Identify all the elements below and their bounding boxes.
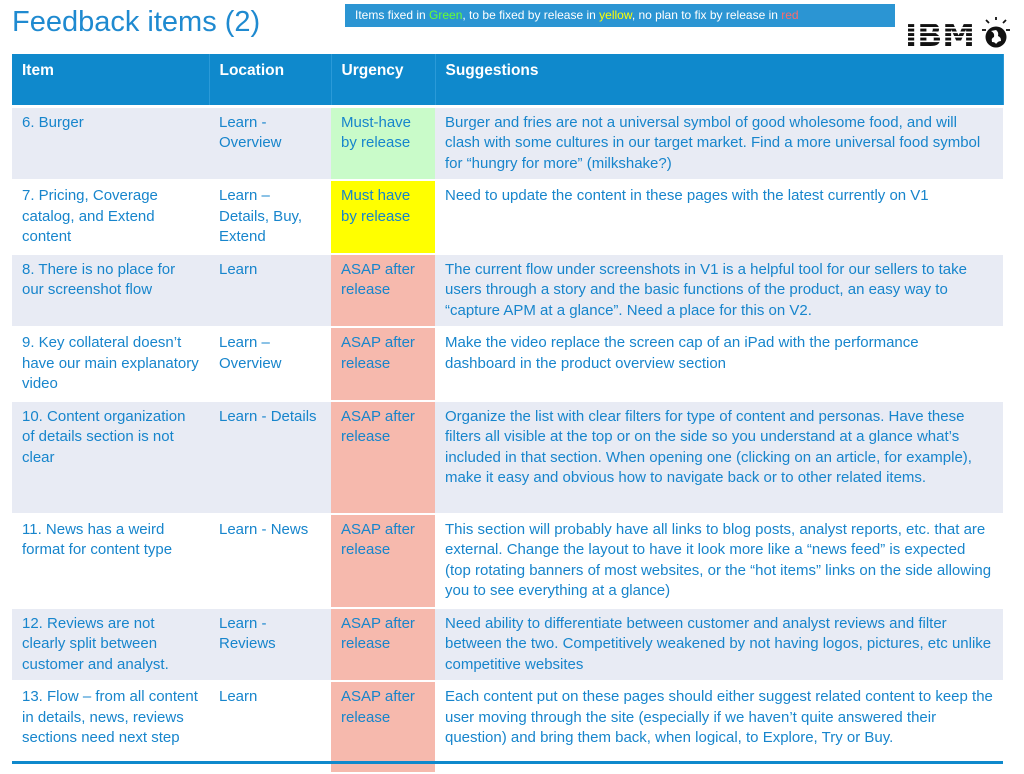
urgency-cell: ASAP after release [331,608,435,682]
suggestion-cell: Make the video replace the screen cap of an iPad with the performance dashboard in the product overview section [435,327,1003,401]
ibm-logo [905,17,1015,51]
location-cell: Learn [209,681,331,773]
globe-icon [982,17,1010,48]
column-header-location: Location [209,54,331,106]
suggestion-cell: Organize the list with clear filters for type of content and personas. Have these filters all visible at the top or on the side so you understand at a glance what’s included in that section. When opening one (clicking on an article, for example), make it easy and obvious how to navigate back or to other related items. [435,401,1003,514]
item-cell: 8. There is no place for our screenshot flow [12,254,209,328]
urgency-cell: ASAP after release [331,254,435,328]
location-cell: Learn - Overview [209,106,331,180]
item-cell: 11. News has a weird format for content type [12,514,209,608]
table-row [12,608,1003,682]
legend-suffix: , no plan to fix by release in [631,8,782,22]
urgency-cell: ASAP after release [331,327,435,401]
item-cell: 13. Flow – from all content in details, news, reviews sections need next step [12,681,209,773]
column-header-urgency: Urgency [331,54,435,106]
location-cell: Learn [209,254,331,328]
urgency-cell: ASAP after release [331,681,435,773]
ibm-logo-graphic [905,17,1015,51]
table-row [12,327,1003,401]
table-row [12,254,1003,328]
legend-yellow-word: yellow [599,8,632,22]
location-cell: Learn – Overview [209,327,331,401]
column-header-item: Item [12,54,209,106]
location-cell: Learn - Reviews [209,608,331,682]
suggestion-cell: Need ability to differentiate between customer and analyst reviews and filter between the two. Competitively weakened by not having logos, pictures, etc unlike competitive websites [435,608,1003,682]
legend-red-word: red [781,8,799,22]
table-header-row [12,54,1003,106]
location-cell: Learn – Details, Buy, Extend [209,180,331,254]
feedback-table [12,54,1004,774]
table-row [12,514,1003,608]
table-row [12,180,1003,254]
color-legend [345,4,895,27]
item-cell: 10. Content organization of details section is not clear [12,401,209,514]
legend-green-word: Green [429,8,463,22]
page-title: Feedback items (2) [12,6,261,38]
suggestion-cell: Each content put on these pages should either suggest related content to keep the user moving through the site (especially if we haven’t quite answered their question) and bring them back, when logical, to Explore, Try or Buy. [435,681,1003,773]
urgency-cell: Must-have by release [331,106,435,180]
legend-prefix: Items fixed in [355,8,430,22]
item-cell: 7. Pricing, Coverage catalog, and Extend content [12,180,209,254]
suggestion-cell: This section will probably have all links to blog posts, analyst reports, etc. that are external. Change the layout to have it look more like a “news feed” is expected (top rotating banners of most websites, or the “hot items” links on the side allowing you to see everything at a glance) [435,514,1003,608]
bottom-divider [12,761,1003,764]
legend-middle: , to be fixed by release in [462,8,600,22]
location-cell: Learn - Details [209,401,331,514]
table-row [12,106,1003,180]
item-cell: 9. Key collateral doesn’t have our main explanatory video [12,327,209,401]
item-cell: 12. Reviews are not clearly split between customer and analyst. [12,608,209,682]
suggestion-cell: The current flow under screenshots in V1 is a helpful tool for our sellers to take users through a story and the basic functions of the product, an easy way to “capture APM at a glance”. Need a place for this on V2. [435,254,1003,328]
suggestion-cell: Burger and fries are not a universal symbol of good wholesome food, and will clash with some cultures in our target market. Find a more universal food symbol for “hungry for more” (milkshake?) [435,106,1003,180]
table-row [12,401,1003,514]
suggestion-cell: Need to update the content in these pages with the latest currently on V1 [435,180,1003,254]
urgency-cell: Must have by release [331,180,435,254]
column-header-suggestions: Suggestions [435,54,1003,106]
urgency-cell: ASAP after release [331,401,435,514]
location-cell: Learn - News [209,514,331,608]
urgency-cell: ASAP after release [331,514,435,608]
item-cell: 6. Burger [12,106,209,180]
table-row [12,681,1003,773]
